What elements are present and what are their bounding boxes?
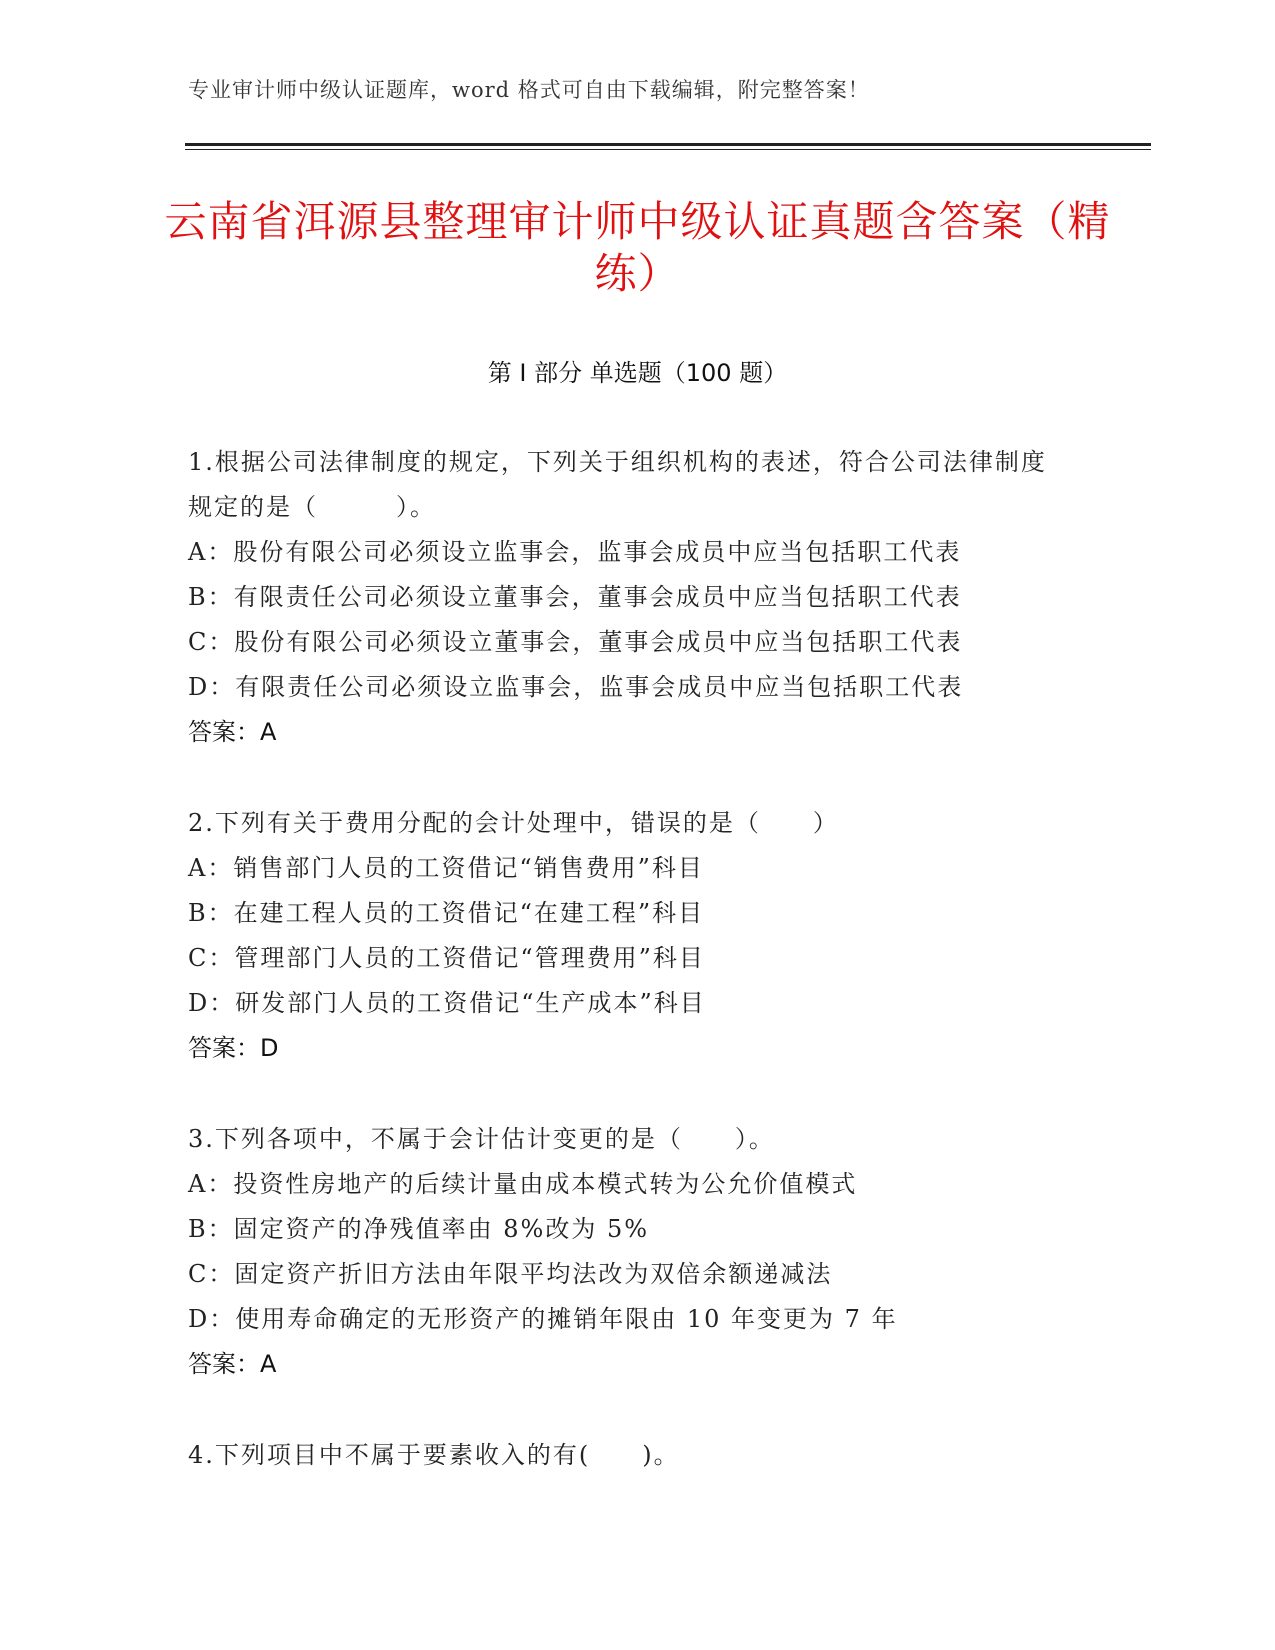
question-stem: 4.下列项目中不属于要素收入的有( )。 (188, 1441, 680, 1469)
question-4 (188, 1433, 1068, 1478)
section-heading: 第 I 部分 单选题（100 题） (487, 359, 788, 387)
question-list (188, 440, 1068, 1524)
question-stem: 3.下列各项中，不属于会计估计变更的是（ ）。 (188, 1125, 775, 1153)
option-a: A：销售部门人员的工资借记“销售费用”科目 (188, 854, 704, 882)
answer: 答案：A (188, 718, 277, 746)
answer: 答案：D (188, 1034, 279, 1062)
answer: 答案：A (188, 1350, 277, 1378)
header-note: 专业审计师中级认证题库，word 格式可自由下载编辑，附完整答案！ (188, 78, 870, 102)
option-c: C：固定资产折旧方法由年限平均法改为双倍余额递减法 (188, 1260, 833, 1288)
header-rule-thick (185, 143, 1151, 146)
option-d: D：使用寿命确定的无形资产的摊销年限由 10 年变更为 7 年 (188, 1305, 898, 1333)
question-stem: 1.根据公司法律制度的规定，下列关于组织机构的表述，符合公司法律制度规定的是（ ）。 (188, 448, 1047, 521)
option-b: B：在建工程人员的工资借记“在建工程”科目 (188, 899, 705, 927)
option-d: D：研发部门人员的工资借记“生产成本”科目 (188, 989, 706, 1017)
header-rule-thin (185, 149, 1151, 150)
question-stem: 2.下列有关于费用分配的会计处理中，错误的是（ ） (188, 809, 839, 837)
option-c: C：股份有限公司必须设立董事会，董事会成员中应当包括职工代表 (188, 628, 963, 656)
option-d: D：有限责任公司必须设立监事会，监事会成员中应当包括职工代表 (188, 673, 964, 701)
question-3 (188, 1117, 1068, 1387)
question-1 (188, 440, 1068, 755)
question-2 (188, 801, 1068, 1071)
option-a: A：股份有限公司必须设立监事会，监事会成员中应当包括职工代表 (188, 538, 962, 566)
option-c: C：管理部门人员的工资借记“管理费用”科目 (188, 944, 705, 972)
option-b: B：有限责任公司必须设立董事会，董事会成员中应当包括职工代表 (188, 583, 962, 611)
option-a: A：投资性房地产的后续计量由成本模式转为公允价值模式 (188, 1170, 858, 1198)
option-b: B：固定资产的净残值率由 8%改为 5% (188, 1215, 650, 1243)
document-title: 云南省洱源县整理审计师中级认证真题含答案（精练） (164, 197, 1111, 298)
